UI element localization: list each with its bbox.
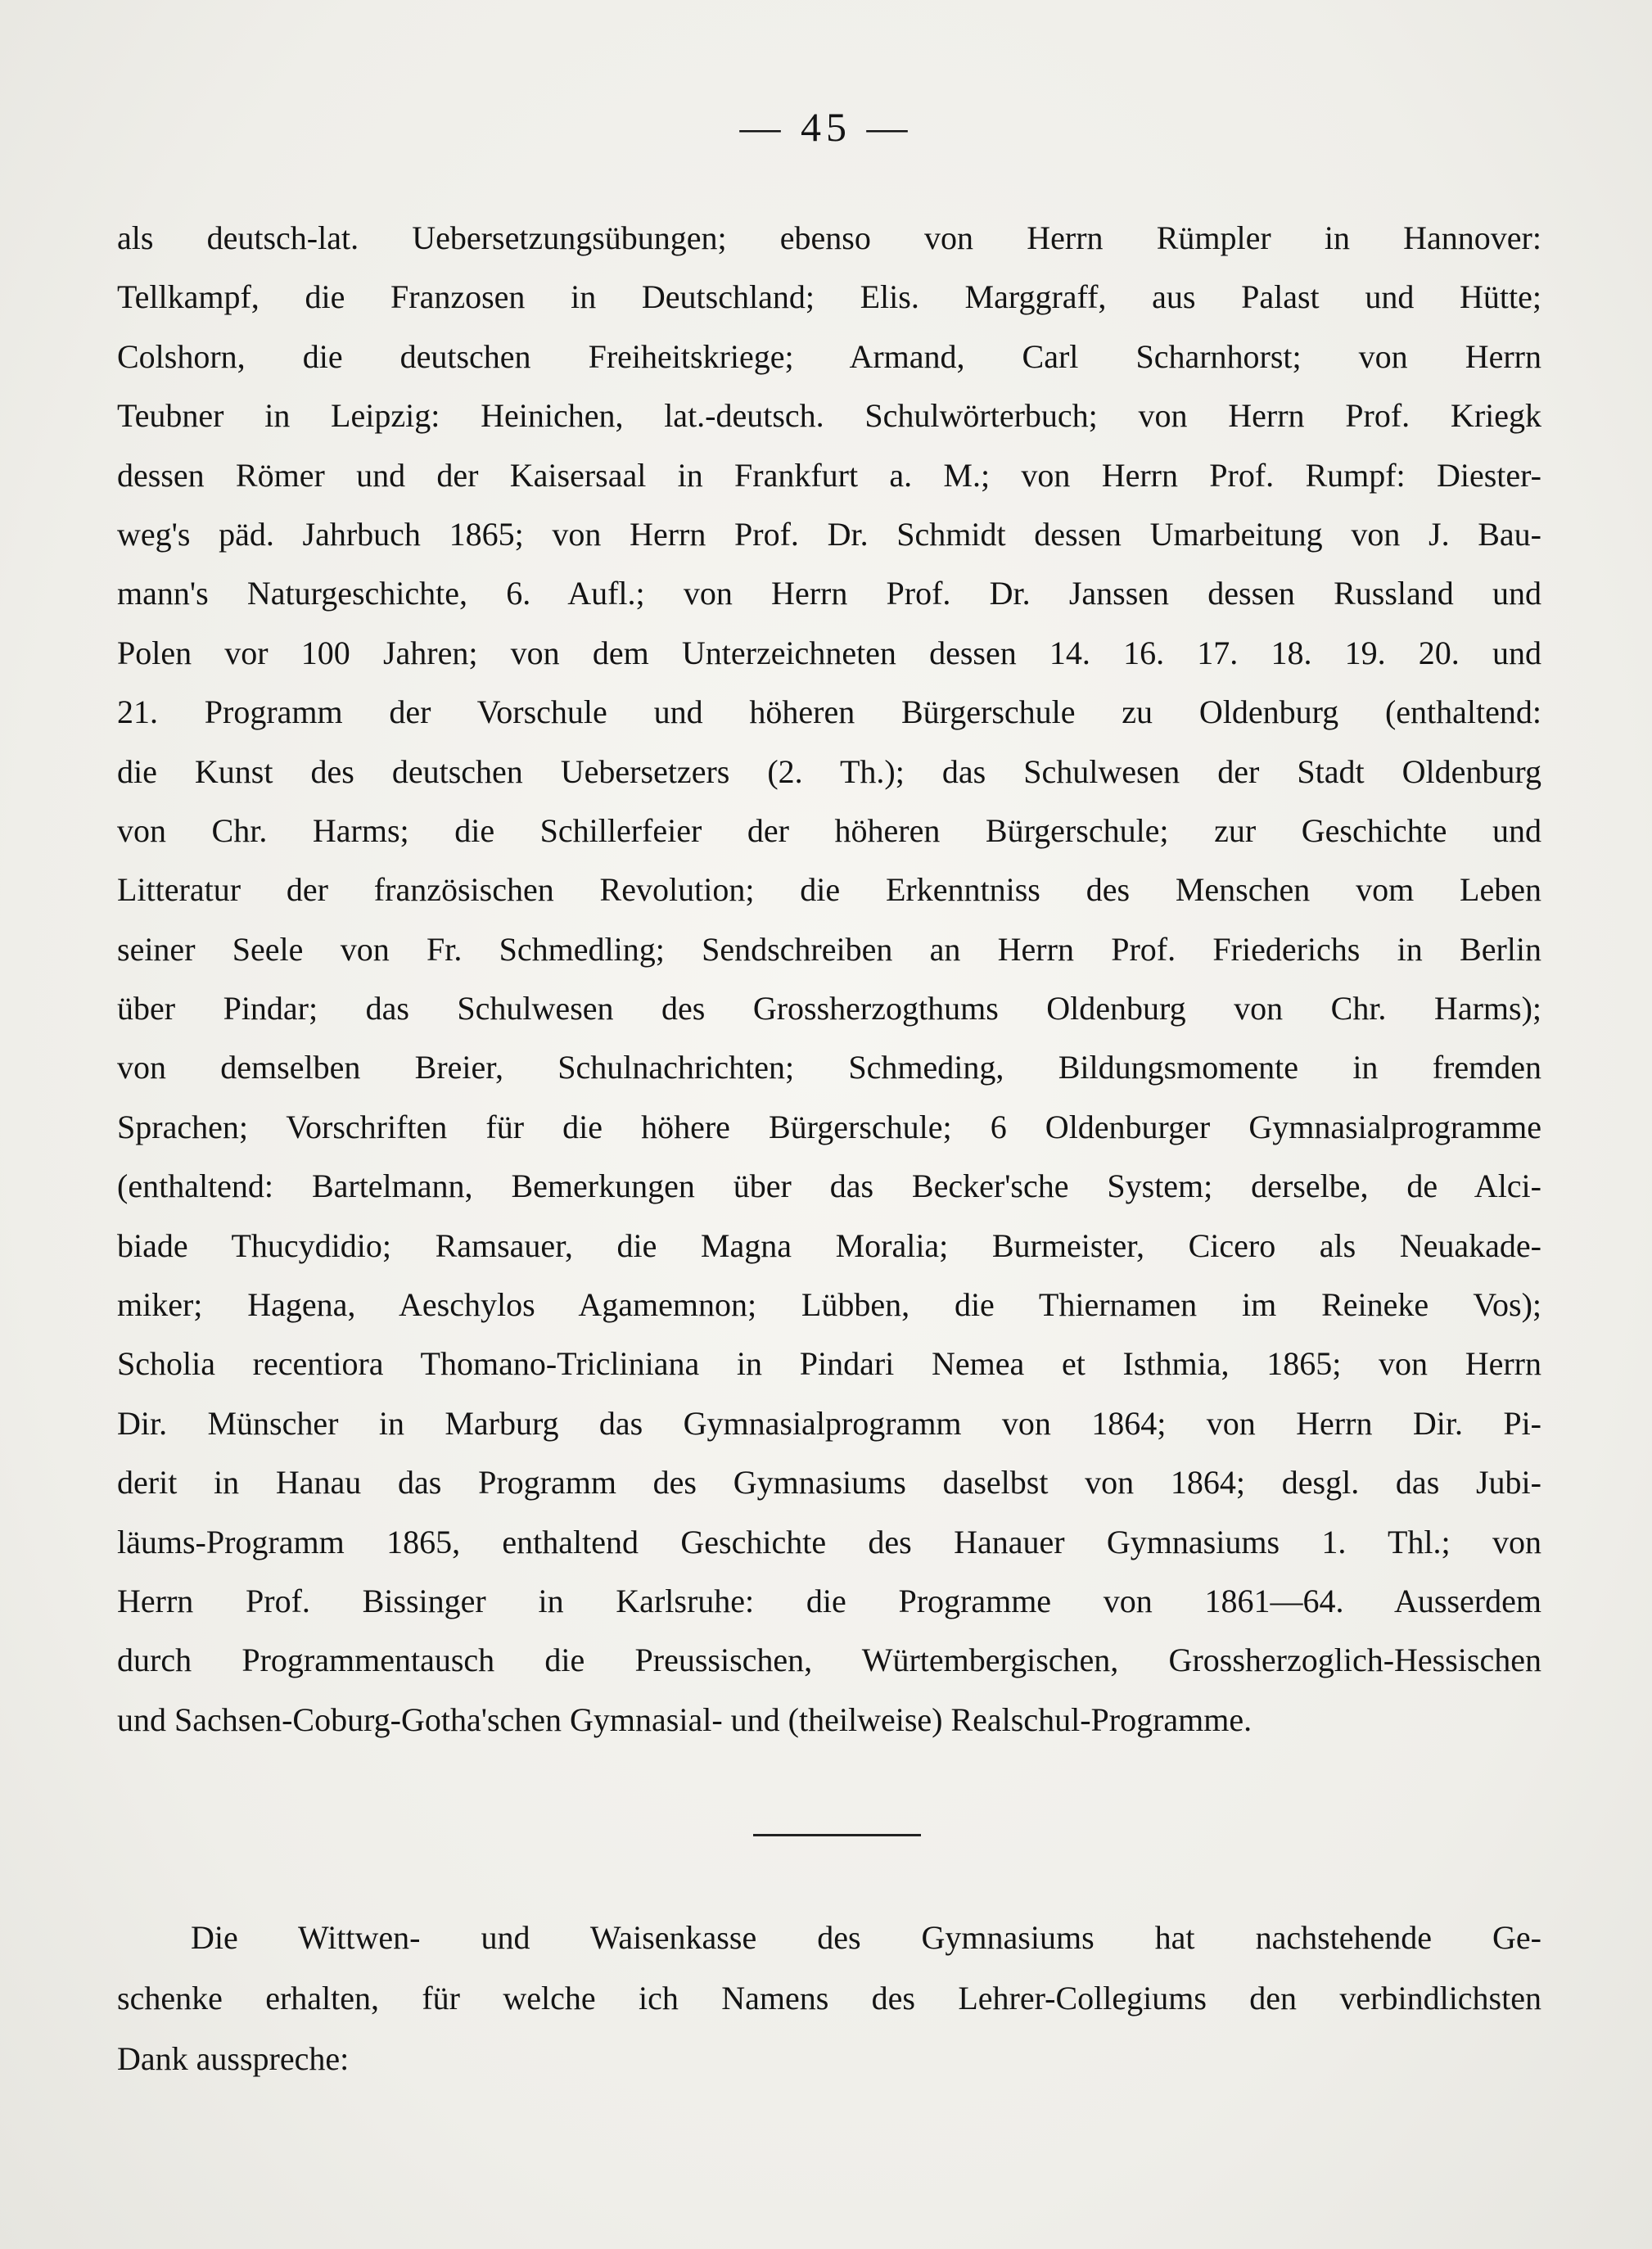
text-line: Dir. Münscher in Marburg das Gymnasialprogramm von 1864; von Herrn Dir. Pi- — [117, 1404, 1541, 1442]
text-line: Teubner in Leipzig: Heinichen, lat.-deutsch. Schulwörterbuch; von Herrn Prof. Kriegk — [117, 397, 1541, 435]
text-line: und Sachsen-Coburg-Gotha'schen Gymnasial- und (theilweise) Realschul-Programme. — [117, 1700, 1253, 1738]
text-line: Litteratur der französischen Revolution; die Erkenntniss des Menschen vom Leben — [117, 871, 1541, 909]
text-line: seiner Seele von Fr. Schmedling; Sendschreiben an Herrn Prof. Friederichs in Berlin — [117, 930, 1541, 968]
text-line: die Kunst des deutschen Uebersetzers (2. Th.); das Schulwesen der Stadt Oldenburg — [117, 752, 1541, 790]
text-line: durch Programmentausch die Preussischen, Würtembergischen, Grossherzoglich-Hessischen — [117, 1642, 1541, 1679]
text-line: dessen Römer und der Kaisersaal in Frankfurt a. M.; von Herrn Prof. Rumpf: Diester- — [117, 456, 1541, 494]
closing-paragraph — [117, 1908, 1541, 2089]
text-line: Dank ausspreche: — [117, 2040, 350, 2077]
text-line: Scholia recentiora Thomano-Tricliniana in Pindari Nemea et Isthmia, 1865; von Herrn — [117, 1345, 1541, 1383]
text-line: (enthaltend: Bartelmann, Bemerkungen über das Becker'sche System; derselbe, de Alci- — [117, 1167, 1541, 1205]
text-line: weg's päd. Jahrbuch 1865; von Herrn Prof. Dr. Schmidt dessen Umarbeitung von J. Bau- — [117, 515, 1541, 553]
text-line: schenke erhalten, für welche ich Namens des Lehrer-Collegiums den verbindlichsten — [117, 1980, 1541, 2016]
text-line: Tellkampf, die Franzosen in Deutschland; Elis. Marggraff, aus Palast und Hütte; — [117, 278, 1541, 316]
text-line: von Chr. Harms; die Schillerfeier der höheren Bürgerschule; zur Geschichte und — [117, 811, 1541, 849]
text-line: Die Wittwen- und Waisenkasse des Gymnasiums hat nachstehende Ge- — [191, 1919, 1541, 1956]
text-line: Colshorn, die deutschen Freiheitskriege; Armand, Carl Scharnhorst; von Herrn — [117, 337, 1541, 375]
text-line: Polen vor 100 Jahren; von dem Unterzeichneten dessen 14. 16. 17. 18. 19. 20. und — [117, 634, 1541, 671]
main-paragraph — [117, 209, 1541, 1750]
text-line: als deutsch-lat. Uebersetzungsübungen; ebenso von Herrn Rümpler in Hannover: — [117, 219, 1541, 256]
text-line: Sprachen; Vorschriften für die höhere Bürgerschule; 6 Oldenburger Gymnasialprogramme — [117, 1108, 1541, 1145]
text-line: biade Thucydidio; Ramsauer, die Magna Moralia; Burmeister, Cicero als Neuakade- — [117, 1226, 1541, 1264]
text-line: Herrn Prof. Bissinger in Karlsruhe: die Programme von 1861—64. Ausserdem — [117, 1582, 1541, 1619]
text-line: 21. Programm der Vorschule und höheren Bürgerschule zu Oldenburg (enthaltend: — [117, 693, 1541, 731]
text-line: derit in Hanau das Programm des Gymnasiums daselbst von 1864; desgl. das Jubi- — [117, 1464, 1541, 1502]
text-line: mann's Naturgeschichte, 6. Aufl.; von Herrn Prof. Dr. Janssen dessen Russland und — [117, 575, 1541, 612]
text-line: miker; Hagena, Aeschylos Agamemnon; Lübben, die Thiernamen im Reineke Vos); — [117, 1286, 1541, 1324]
section-divider — [753, 1834, 921, 1836]
text-line: läums-Programm 1865, enthaltend Geschichte des Hanauer Gymnasiums 1. Thl.; von — [117, 1523, 1541, 1560]
text-line: von demselben Breier, Schulnachrichten; Schmeding, Bildungsmomente in fremden — [117, 1049, 1541, 1086]
text-line: über Pindar; das Schulwesen des Grossherzogthums Oldenburg von Chr. Harms); — [117, 990, 1541, 1027]
page-number: — 45 — — [739, 104, 913, 150]
